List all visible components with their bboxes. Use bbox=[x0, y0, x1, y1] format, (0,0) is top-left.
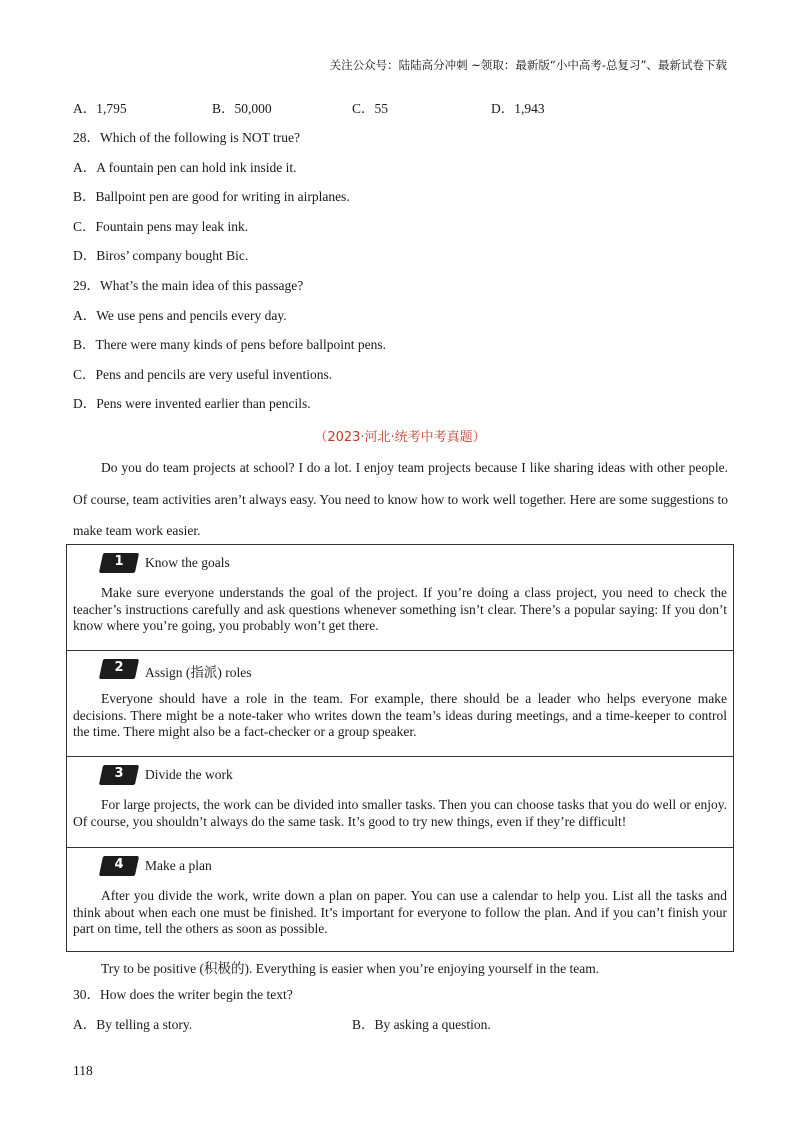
tip-2-body: Everyone should have a role in the team. For example, there should be a leader who helps everyone make decisions. There might be a note-taker who writes down the team’s ideas during meetings, and a time-keeper to control the time. There might also be a fact-checker or a group speaker. bbox=[73, 691, 727, 739]
tip-2-number: 2 bbox=[114, 660, 124, 675]
tip-3-title: Divide the work bbox=[145, 767, 233, 782]
q28-option-d: D．Biros’ company bought Bic. bbox=[73, 248, 249, 263]
q29-option-c: C．Pens and pencils are very useful inventions. bbox=[73, 367, 333, 382]
q28-option-b: B．Ballpoint pen are good for writing in airplanes. bbox=[73, 189, 350, 204]
passage-source: （2023·河北·统考中考真题） bbox=[314, 430, 486, 445]
tip-1-title: Know the goals bbox=[145, 555, 230, 570]
q29-question: 29．What’s the main idea of this passage? bbox=[73, 278, 304, 293]
q30-option-a: A．By telling a story. bbox=[73, 1017, 193, 1032]
tip-2 bbox=[67, 651, 733, 757]
tip-3-body: For large projects, the work can be divided into smaller tasks. Then you can choose tasks that you do well or enjoy. Of course, you shouldn’t always do the same task. It’s good to try new things, even if they’re difficult! bbox=[73, 797, 727, 829]
q29-option-b: B．There were many kinds of pens before ballpoint pens. bbox=[73, 337, 387, 352]
passage-closing: Try to be positive (积极的). Everything is easier when you’re enjoying yourself in the team. bbox=[101, 961, 600, 976]
tip-3 bbox=[67, 757, 733, 848]
q27-option-d: D．1,943 bbox=[491, 101, 545, 116]
page-header: 关注公众号：陆陆高分冲刺 ~领取：最新版“小中高考-总复习”、最新试卷下载 bbox=[329, 58, 727, 72]
q28-option-c: C．Fountain pens may leak ink. bbox=[73, 219, 249, 234]
tip-1-body: Make sure everyone understands the goal of the project. If you’re doing a class project, you need to check the teacher’s instructions carefully and ask questions whenever something isn’t clear. There’s a popular saying: If you don’t know where you’re going, you probably won’t get there. bbox=[73, 585, 727, 633]
passage-intro: Do you do team projects at school? I do a lot. I enjoy team projects because I like sharing ideas with other people. Of course, team activities aren’t always easy. You need to know how to work well together. Here are some suggestions to make team work easier. bbox=[73, 460, 728, 538]
tip-1-number: 1 bbox=[114, 554, 124, 569]
q30-option-b: B．By asking a question. bbox=[352, 1017, 491, 1032]
tips-box bbox=[66, 544, 734, 952]
page-number: 118 bbox=[73, 1063, 93, 1078]
q30-question: 30．How does the writer begin the text? bbox=[73, 987, 293, 1002]
tip-4-body: After you divide the work, write down a plan on paper. You can use a calendar to help you. List all the tasks and think about when each one must be finished. It’s important for everyone to follow the plan. And if you can’t finish your part on time, tell the others as soon as possible. bbox=[73, 888, 727, 936]
tip-4-number: 4 bbox=[114, 857, 124, 872]
q29-option-a: A．We use pens and pencils every day. bbox=[73, 308, 287, 323]
q29-option-d: D．Pens were invented earlier than pencils. bbox=[73, 396, 311, 411]
tip-2-title: Assign (指派) roles bbox=[145, 665, 252, 680]
q28-question: 28．Which of the following is NOT true? bbox=[73, 130, 300, 145]
q27-option-b: B．50,000 bbox=[212, 101, 272, 116]
tip-4 bbox=[67, 848, 733, 951]
q28-option-a: A．A fountain pen can hold ink inside it. bbox=[73, 160, 297, 175]
tip-1 bbox=[67, 545, 733, 651]
tip-3-number: 3 bbox=[114, 766, 124, 781]
q27-option-a: A．1,795 bbox=[73, 101, 127, 116]
tip-4-title: Make a plan bbox=[145, 858, 212, 873]
q27-option-c: C．55 bbox=[352, 101, 389, 116]
